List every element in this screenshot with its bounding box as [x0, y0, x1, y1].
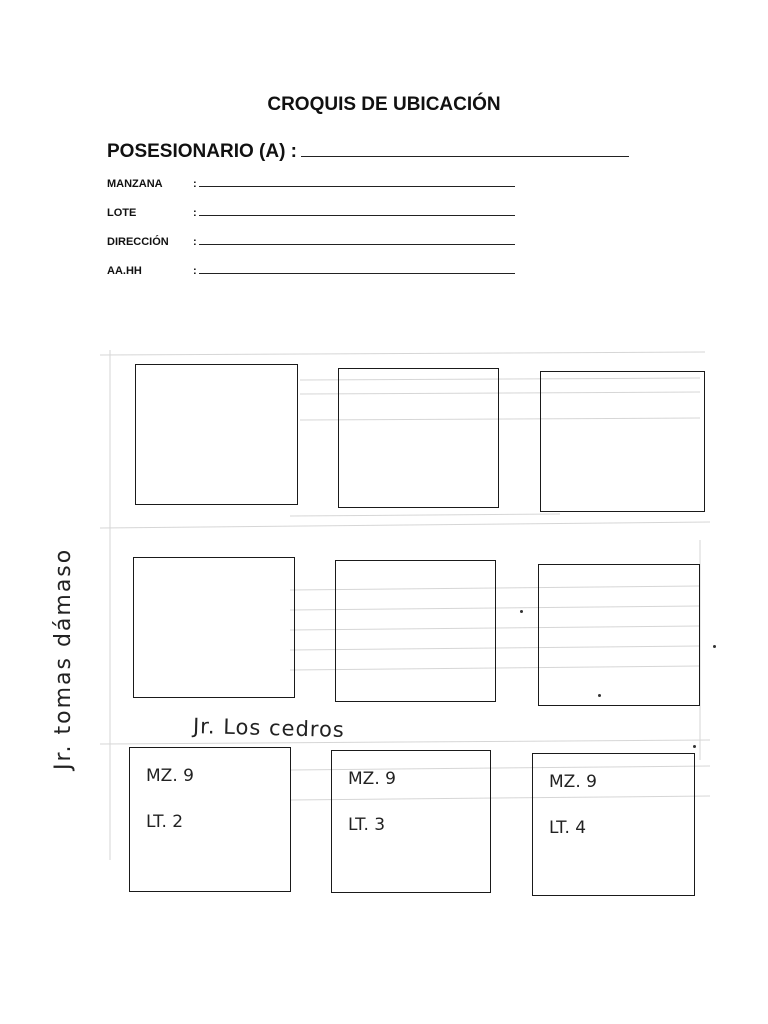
field-separator: : [193, 265, 197, 277]
lot-box-r2c1 [133, 557, 295, 698]
lot-box-r1c3 [540, 371, 705, 512]
street-label-horizontal: Jr. Los cedros [192, 714, 346, 742]
scan-speck [713, 645, 716, 648]
lot-manzana-text: MZ. 9 [146, 766, 194, 786]
lot-box-r3c3 [532, 753, 695, 896]
owner-label: POSESIONARIO (A) : [107, 141, 298, 162]
field-label: AA.HH [107, 265, 142, 277]
lot-box-r1c2 [338, 368, 499, 508]
field-label: DIRECCIÓN [107, 236, 169, 248]
page-title: CROQUIS DE UBICACIÓN [267, 94, 501, 115]
field-separator: : [193, 207, 197, 219]
lot-box-r2c3 [538, 564, 700, 706]
lot-lote-text: LT. 3 [348, 815, 386, 835]
lot-manzana-text: MZ. 9 [348, 769, 396, 789]
scan-speck [693, 745, 696, 748]
field-label: LOTE [107, 207, 137, 219]
lot-lote-text: LT. 4 [549, 818, 587, 838]
lot-box-r2c2 [335, 560, 496, 702]
lot-box-r1c1 [135, 364, 298, 505]
lot-manzana-text: MZ. 9 [549, 772, 597, 792]
street-label-vertical: Jr. tomas dámaso [51, 547, 76, 770]
lot-lote-text: LT. 2 [146, 812, 184, 832]
scan-speck [520, 610, 523, 613]
lot-box-r3c1 [129, 747, 291, 892]
field-separator: : [193, 236, 197, 248]
field-separator: : [193, 178, 197, 190]
scan-speck [598, 694, 601, 697]
field-label: MANZANA [107, 178, 163, 190]
lot-box-r3c2 [331, 750, 491, 893]
